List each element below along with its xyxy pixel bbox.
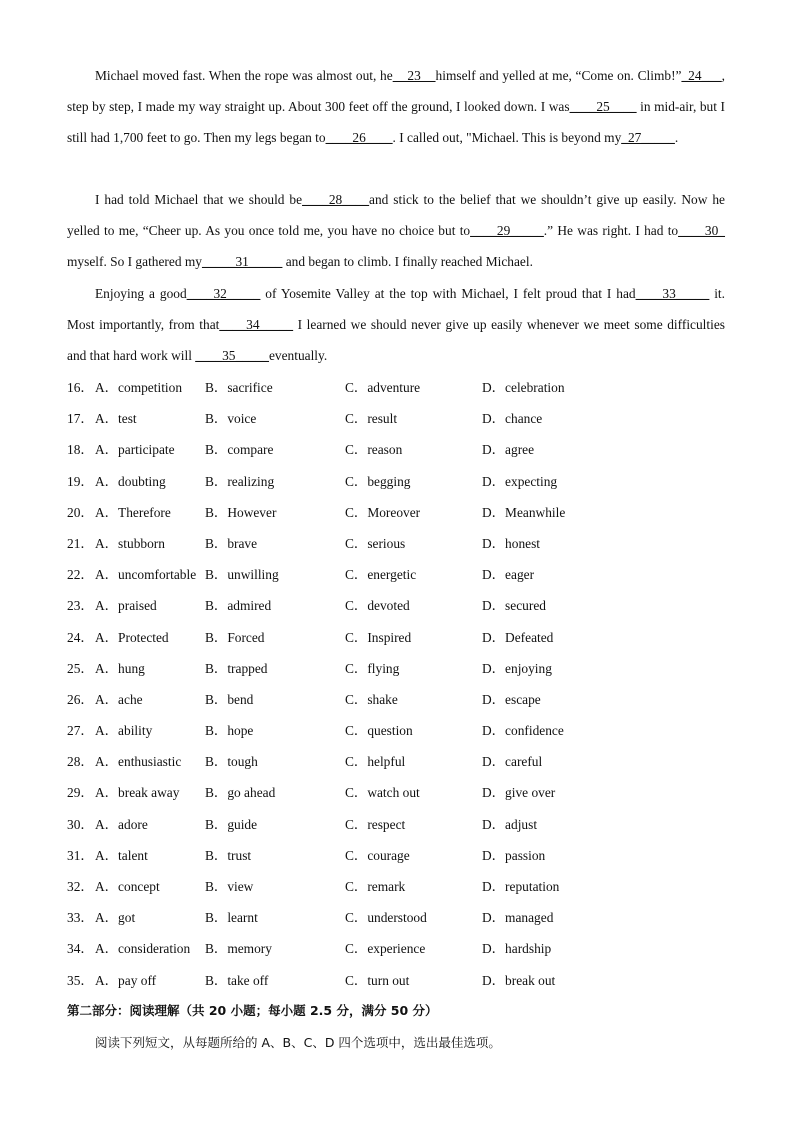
option-b: B．bend bbox=[205, 691, 254, 707]
question-row-22 bbox=[67, 559, 727, 590]
option-c: C．shake bbox=[345, 691, 398, 707]
option-b: B．take off bbox=[205, 972, 269, 988]
option-c: C．result bbox=[345, 411, 398, 427]
option-b: B．unwilling bbox=[205, 567, 279, 583]
option-b: B．voice bbox=[205, 411, 257, 427]
option-d: D．break out bbox=[482, 972, 556, 988]
question-number: 32． bbox=[67, 879, 94, 894]
option-a: A．ability bbox=[95, 723, 153, 739]
option-d: D．give over bbox=[482, 785, 556, 801]
passage-text: . bbox=[674, 130, 679, 145]
option-c: C．helpful bbox=[345, 754, 406, 770]
blank-32: ____32_____ bbox=[186, 286, 261, 301]
option-a: A．competition bbox=[95, 380, 183, 395]
option-a: A．uncomfortable bbox=[95, 567, 197, 583]
option-b: B．trapped bbox=[205, 660, 268, 676]
question-row-23 bbox=[67, 590, 727, 621]
passage-text: and stick to the belief that we shouldn’t give up easily. Now he yelled to me, “Cheer up. As you once told me, you have no choice but to bbox=[67, 192, 725, 238]
option-b: B．admired bbox=[205, 598, 272, 614]
option-d: D．enjoying bbox=[482, 660, 552, 676]
option-a: A．doubting bbox=[95, 473, 166, 489]
option-c: C．watch out bbox=[345, 785, 420, 801]
question-row-30 bbox=[67, 809, 727, 840]
blank-35: ____35_____ bbox=[195, 348, 269, 363]
option-b: B．hope bbox=[205, 723, 254, 739]
question-row-34 bbox=[67, 933, 727, 964]
option-c: C．experience bbox=[345, 941, 426, 957]
option-c: C．reason bbox=[345, 442, 403, 458]
question-row-20 bbox=[67, 497, 727, 528]
option-c: C．remark bbox=[345, 879, 406, 894]
option-a: A．test bbox=[95, 411, 137, 427]
option-c: C．adventure bbox=[345, 380, 421, 395]
option-c: C．begging bbox=[345, 473, 411, 489]
passage-text: eventually. bbox=[268, 348, 328, 363]
option-a: A．consideration bbox=[95, 941, 191, 957]
option-d: D．passion bbox=[482, 847, 546, 863]
question-number: 31． bbox=[67, 847, 94, 863]
blank-29: ____29_____ bbox=[470, 223, 544, 238]
option-d: D．celebration bbox=[482, 380, 565, 395]
option-a: A．Protected bbox=[95, 629, 169, 645]
question-row-27 bbox=[67, 715, 727, 746]
option-c: C．devoted bbox=[345, 598, 410, 614]
option-b: B．go ahead bbox=[205, 785, 276, 801]
option-c: C．Moreover bbox=[345, 504, 421, 520]
blank-24: _24___ bbox=[681, 68, 722, 83]
option-d: D．managed bbox=[482, 910, 554, 926]
question-number: 29． bbox=[67, 785, 94, 801]
option-b: B．sacrifice bbox=[205, 380, 273, 395]
passage-text: I learned we should never give up easily whenever we meet some difficulties and that hard work will bbox=[67, 317, 725, 363]
option-b: B．Forced bbox=[205, 629, 265, 645]
question-row-31 bbox=[67, 840, 727, 871]
blank-23: 23 bbox=[392, 68, 436, 83]
option-b: B．memory bbox=[205, 941, 272, 957]
question-row-19 bbox=[67, 466, 727, 497]
option-d: D．hardship bbox=[482, 941, 552, 957]
option-a: A．got bbox=[95, 910, 136, 926]
option-a: A．break away bbox=[95, 785, 180, 801]
blank-28: ____28____ bbox=[302, 192, 370, 207]
option-a: A．pay off bbox=[95, 972, 157, 988]
question-number: 20． bbox=[67, 504, 94, 520]
option-c: C．courage bbox=[345, 847, 410, 863]
question-number: 18． bbox=[67, 442, 94, 458]
option-c: C．energetic bbox=[345, 567, 417, 583]
option-d: D．Defeated bbox=[482, 629, 554, 645]
option-d: D．reputation bbox=[482, 879, 560, 894]
question-row-25 bbox=[67, 653, 727, 684]
option-c: C．understood bbox=[345, 910, 427, 926]
blank-30: ____30_ bbox=[678, 223, 725, 238]
passage-text: I had told Michael that we should be bbox=[95, 192, 303, 207]
question-row-16 bbox=[67, 372, 727, 403]
option-a: A．ache bbox=[95, 691, 143, 707]
question-row-21 bbox=[67, 528, 727, 559]
question-row-18 bbox=[67, 434, 727, 465]
option-b: B．brave bbox=[205, 535, 258, 551]
options-list bbox=[67, 372, 727, 996]
passage-paragraph-3 bbox=[67, 278, 725, 371]
passage-paragraph-1 bbox=[67, 60, 725, 153]
question-number: 24． bbox=[67, 629, 94, 645]
option-d: D．chance bbox=[482, 411, 543, 427]
option-d: D．confidence bbox=[482, 723, 564, 739]
option-d: D．secured bbox=[482, 598, 546, 614]
blank-25: ____25____ bbox=[569, 99, 637, 114]
option-a: A．hung bbox=[95, 660, 145, 676]
option-d: D．Meanwhile bbox=[482, 504, 566, 520]
option-a: A．praised bbox=[95, 598, 157, 614]
question-number: 35． bbox=[67, 972, 94, 988]
question-row-35 bbox=[67, 965, 727, 996]
option-c: C．respect bbox=[345, 816, 406, 832]
option-a: A．Therefore bbox=[95, 504, 171, 520]
question-row-28 bbox=[67, 746, 727, 777]
option-a: A．participate bbox=[95, 442, 175, 458]
option-d: D．careful bbox=[482, 754, 543, 770]
option-b: B．compare bbox=[205, 442, 274, 458]
option-c: C．question bbox=[345, 723, 413, 739]
question-number: 23． bbox=[67, 598, 94, 614]
blank-33: ____33_____ bbox=[635, 286, 710, 301]
option-d: D．escape bbox=[482, 691, 541, 707]
question-number: 26． bbox=[67, 691, 94, 707]
passage-text: , step by step, I made my way straight up. About 300 feet off the ground, I looked down. I was bbox=[67, 68, 726, 114]
question-number: 22． bbox=[67, 567, 94, 583]
option-b: B．learnt bbox=[205, 910, 258, 926]
blank-31: _____31_____ bbox=[202, 254, 283, 269]
blank-34: ____34_____ bbox=[219, 317, 294, 332]
option-c: C．Inspired bbox=[345, 629, 412, 645]
question-row-32 bbox=[67, 871, 727, 902]
question-row-26 bbox=[67, 684, 727, 715]
option-b: B．tough bbox=[205, 754, 258, 770]
question-number: 16． bbox=[67, 380, 94, 395]
question-number: 21． bbox=[67, 535, 94, 551]
question-number: 19． bbox=[67, 473, 94, 489]
option-b: B．trust bbox=[205, 847, 252, 863]
question-row-29 bbox=[67, 777, 727, 808]
option-d: D．honest bbox=[482, 535, 541, 551]
option-a: A．concept bbox=[95, 879, 160, 894]
blank-26: ____26____ bbox=[325, 130, 393, 145]
option-d: D．agree bbox=[482, 442, 535, 458]
passage-text: . I called out, "Michael. This is beyond my bbox=[392, 130, 622, 145]
option-c: C．turn out bbox=[345, 972, 410, 988]
option-b: B．However bbox=[205, 504, 277, 520]
passage-text: himself and yelled at me, “Come on. Climb!” bbox=[435, 68, 682, 83]
question-number: 33． bbox=[67, 910, 94, 926]
section-instruction: 阅读下列短文，从每题所给的 A、B、C、D 四个选项中，选出最佳选项。 bbox=[95, 1035, 501, 1050]
option-d: D．eager bbox=[482, 567, 535, 583]
question-number: 25． bbox=[67, 660, 94, 676]
option-c: C．serious bbox=[345, 535, 406, 551]
option-d: D．adjust bbox=[482, 816, 538, 832]
section-heading: 第二部分：阅读理解（共 20 小题；每小题 2.5 分，满分 50 分） bbox=[67, 1003, 438, 1018]
option-a: A．enthusiastic bbox=[95, 754, 182, 770]
question-number: 17． bbox=[67, 411, 94, 427]
question-number: 30． bbox=[67, 816, 94, 832]
option-d: D．expecting bbox=[482, 473, 558, 489]
question-row-17 bbox=[67, 403, 727, 434]
question-number: 34． bbox=[67, 941, 94, 957]
passage-text: of Yosemite Valley at the top with Michael, I felt proud that I had bbox=[260, 286, 636, 301]
option-c: C．flying bbox=[345, 660, 400, 676]
option-b: B．realizing bbox=[205, 473, 275, 489]
option-b: B．view bbox=[205, 879, 254, 894]
question-number: 28． bbox=[67, 754, 94, 770]
question-number: 27． bbox=[67, 723, 94, 739]
passage-text: it. Most importantly, from that bbox=[67, 286, 726, 332]
option-a: A．adore bbox=[95, 816, 148, 832]
option-b: B．guide bbox=[205, 816, 258, 832]
passage-text: myself. So I gathered my bbox=[67, 254, 202, 269]
passage-text: in mid-air, but I still had 1,700 feet to go. Then my legs began to bbox=[67, 99, 725, 145]
question-row-33 bbox=[67, 902, 727, 933]
passage-text: .” He was right. I had to bbox=[543, 223, 679, 238]
blank-27: _27_____ bbox=[621, 130, 675, 145]
passage-text: and began to climb. I finally reached Michael. bbox=[282, 254, 533, 269]
option-a: A．talent bbox=[95, 847, 148, 863]
option-a: A．stubborn bbox=[95, 535, 165, 551]
passage-text: Enjoying a good bbox=[95, 286, 187, 301]
passage-text: Michael moved fast. When the rope was almost out, he bbox=[95, 68, 393, 83]
passage-paragraph-2 bbox=[67, 184, 725, 277]
question-row-24 bbox=[67, 622, 727, 653]
